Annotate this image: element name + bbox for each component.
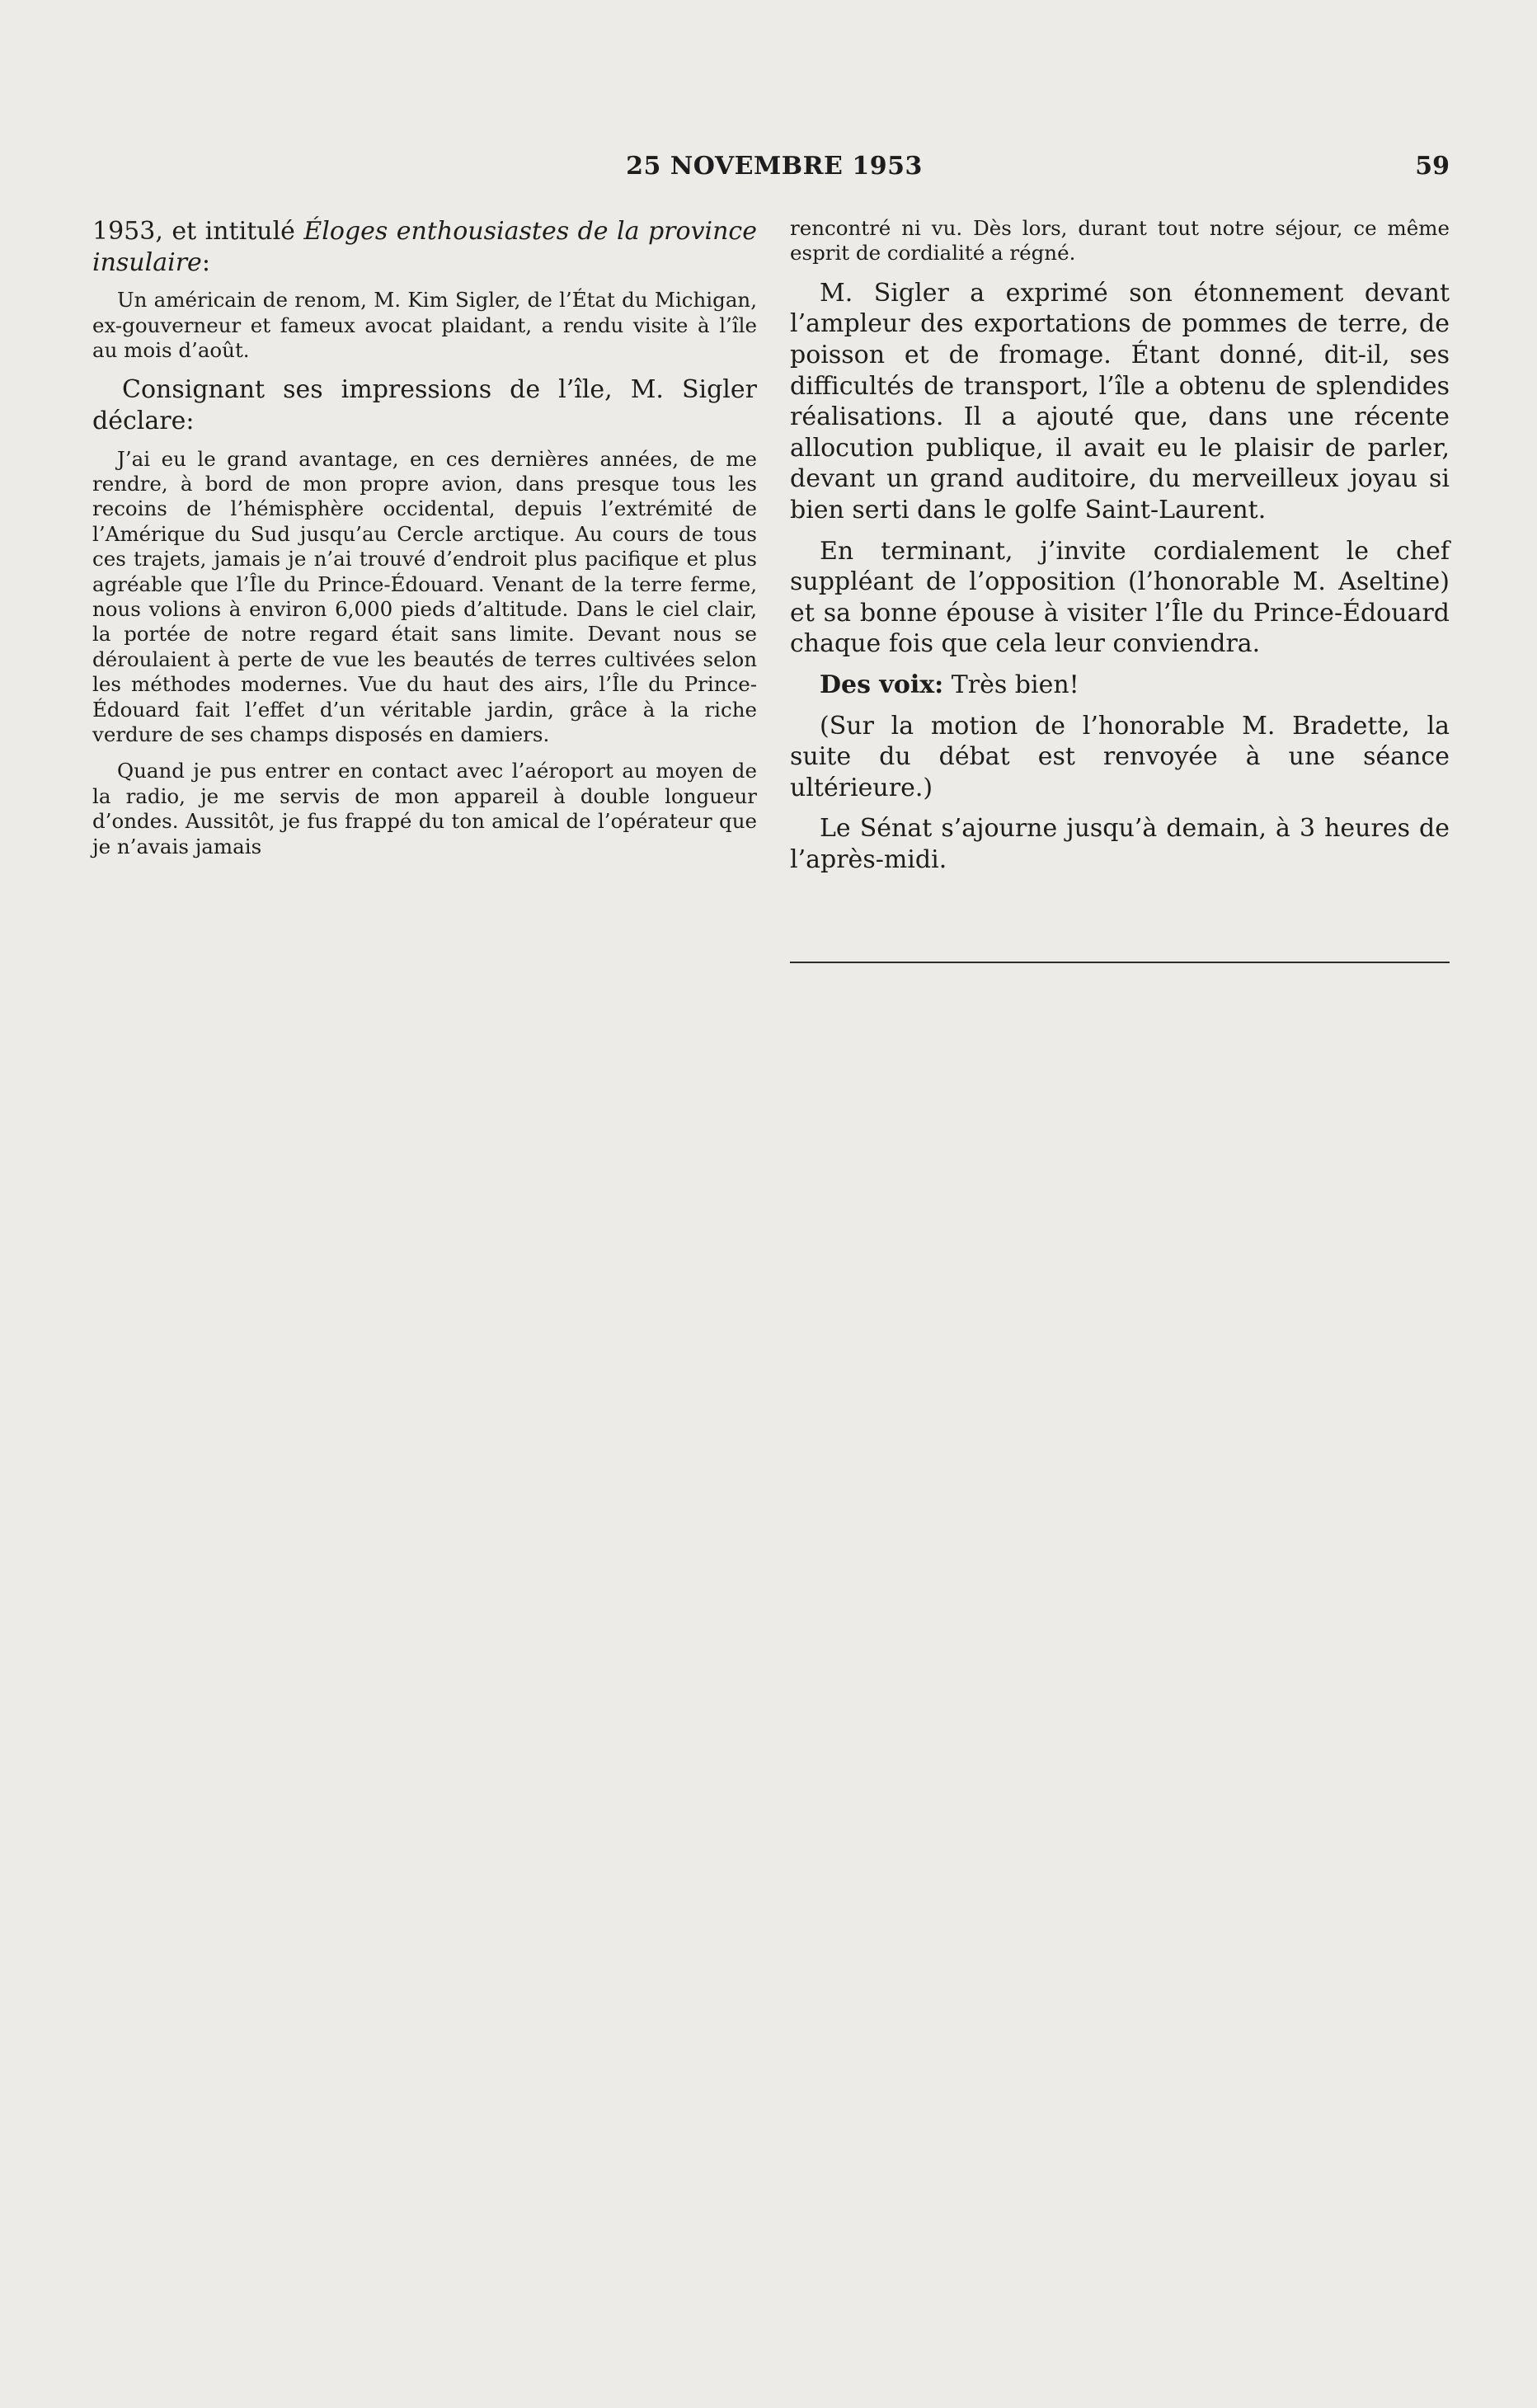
header-date: 25 NOVEMBRE 1953 xyxy=(626,152,923,181)
intro-colon: : xyxy=(201,247,210,277)
right-column xyxy=(790,216,1450,886)
article-title: Éloges enthousiastes de la province insulaire xyxy=(92,217,757,277)
interjection-text: Très bien! xyxy=(943,670,1079,699)
section-divider xyxy=(790,962,1450,963)
procedural-note: (Sur la motion de l’honorable M. Bradette, la suite du débat est renvoyée à une séance ultérieure.) xyxy=(790,711,1450,802)
quote-paragraph-3: Quand je pus entrer en contact avec l’aéroport au moyen de la radio, je me servis de mon appareil à double longueur d’ondes. Aussitôt, je fus frappé du ton amical de l’opérateur que je n’avais jamais xyxy=(92,759,757,858)
left-column xyxy=(92,216,757,871)
adjournment-paragraph: Le Sénat s’ajourne jusqu’à demain, à 3 heures de l’après-midi. xyxy=(790,814,1450,874)
quote-paragraph-2: J’ai eu le grand avantage, en ces dernières années, de me rendre, à bord de mon propre avion, dans presque tous les recoins de l’hémisphère occidental, depuis l’extrémité de l’Amérique du Sud jusqu’au Cercle arctique. Au cours de tous ces trajets, jamais je n’ai trouvé d’endroit plus pacifique et plus agréable que l’Île du Prince-Édouard. Venant de la terre ferme, nous volions à environ 6,000 pieds d’altitude. Dans le ciel clair, la portée de notre regard était sans limite. Devant nous se déroulaient à perte de vue les beautés de terres cultivées selon les méthodes modernes. Vue du haut des airs, l’Île du Prince-Édouard fait l’effet d’un véritable jardin, grâce à la riche verdure de ses champs disposés en damiers. xyxy=(92,446,757,747)
body-paragraph-2: M. Sigler a exprimé son étonnement devant l’ampleur des exportations de pommes de terre, de poisson et de fromage. Étant donné, dit-il, ses difficultés de transport, l’île a obtenu de splendides réalisations. Il a ajouté que, dans une récente allocution publique, il avait eu le plaisir de parler, devant un grand auditoire, du merveilleux joyau si bien serti dans le golfe Saint-Laurent. xyxy=(790,278,1450,524)
page-number: 59 xyxy=(1415,152,1450,181)
body-paragraph-3: En terminant, j’invite cordialement le chef suppléant de l’opposition (l’honorable M. Aseltine) et sa bonne épouse à visiter l’Île du Prince-Édouard chaque fois que cela leur conviendra. xyxy=(790,536,1450,659)
body-paragraph-1: Consignant ses impressions de l’île, M. Sigler déclare: xyxy=(92,375,757,435)
intro-paragraph xyxy=(92,216,757,278)
interjection-paragraph xyxy=(790,670,1450,701)
quote-paragraph-continued: rencontré ni vu. Dès lors, durant tout notre séjour, ce même esprit de cordialité a régné. xyxy=(790,216,1450,266)
intro-text: 1953, et intitulé xyxy=(92,217,304,246)
speaker-label: Des voix: xyxy=(820,670,944,699)
quote-paragraph-1: Un américain de renom, M. Kim Sigler, de l’État du Michigan, ex-gouverneur et fameux avocat plaidant, a rendu visite à l’île au mois d’août. xyxy=(92,288,757,362)
page-header xyxy=(99,152,1450,193)
